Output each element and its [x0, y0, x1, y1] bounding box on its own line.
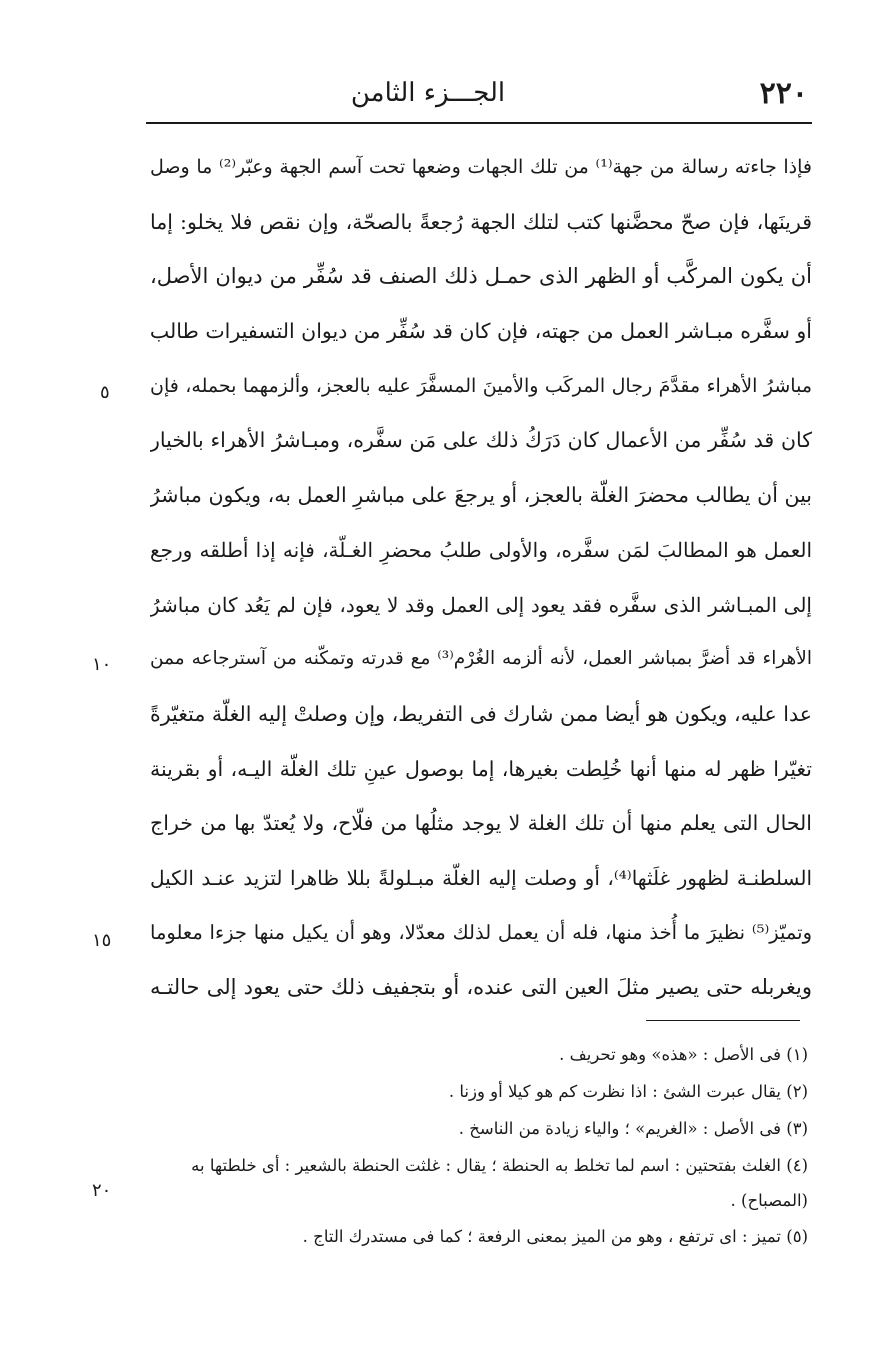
- text-line: عدا عليه، ويكون هو أيضا ممن شارك فى التفريط، وإن وصلتْ إليه الغلّة متغيّرةً: [150, 701, 812, 726]
- text-line: الحال التى يعلم منها أن تلك الغلة لا يوجد مثلُها من فلّاح، ولا يُعتدّ بها من خراج: [150, 811, 812, 836]
- text-line: قرينَها، فإن صحّ محضَّنها كتب لتلك الجهة رُجعةً بالصحّة، وإن نقص فلا يخلو: إما: [150, 209, 812, 234]
- footnote-3: (٣) فى الأصل : «الغريم» ؛ والياء زيادة من الناسخ .: [458, 1119, 808, 1138]
- footnote-2: (٢) يقال عبرت الشئ : اذا نظرت كم هو كيلا أو وزنا .: [448, 1082, 808, 1101]
- footnote-5: (٥) تميز : اى ترتفع ، وهو من الميز بمعنى الرفعة ؛ كما فى مستدرك التاج .: [302, 1227, 808, 1246]
- text-line: أن يكون المركَّب أو الظهر الذى حمـل ذلك الصنف قد سُفِّر من ديوان الأصل،: [150, 264, 812, 289]
- footnotes: [150, 1036, 808, 1255]
- running-title: الجـــزء الثامن: [350, 78, 506, 108]
- line-number-10: ١٠: [92, 654, 112, 675]
- text-line: تغيّرا ظهر له منها أنها خُلِطت بغيرها، إما بوصول عينِ تلك الغلّة اليـه، أو بقرينة: [150, 756, 812, 781]
- text-line: فإذا جاءته رسالة من جهة⁽¹⁾ من تلك الجهات وضعها تحت آسم الجهة وعبّر⁽²⁾ ما وصل: [150, 156, 812, 178]
- text-line: كان قد سُفِّر من الأعمال كان دَرَكُ ذلك على مَن سفَّره، ومبـاشرُ الأهراء بالخيار: [150, 428, 812, 453]
- footnote-1: (١) فى الأصل : «هذه» وهو تحريف .: [559, 1045, 808, 1064]
- main-text: [150, 140, 812, 1015]
- text-line: وتميّز⁽⁵⁾ نظيرَ ما أُخذ منها، فله أن يعمل لذلك معدّلا، وهو أن يكيل منها جزءا معلوما: [150, 920, 812, 944]
- footnote-4: (٤) الغلث بفتحتين : اسم لما تخلط به الحنطة ؛ يقال : غلثت الحنطة بالشعير : أى خلطتها به: [191, 1156, 808, 1175]
- text-line: إلى المبـاشر الذى سفَّره فقد يعود إلى العمل وقد لا يعود، فإن لم يَعُد كان مباشرُ: [150, 592, 812, 617]
- text-line: أو سفَّره مبـاشر العمل من جهته، فإن كان قد سُفِّر من ديوان التسفيرات طالب: [150, 319, 812, 344]
- line-number-20: ٢٠: [92, 1180, 112, 1201]
- text-line: الأهراء قد أضرَّ بمباشر العمل، لأنه ألزمه الغُرْم⁽³⁾ مع قدرته وتمكّنه من آسترجاعه ممن: [150, 648, 812, 670]
- text-line: السلطنـة لظهور غلَثها⁽⁴⁾، أو وصلت إليه الغلّة مبـلولةً بللا ظاهرا لتزيد عنـد الكيل: [150, 865, 812, 890]
- footnote-rule: [646, 1020, 800, 1021]
- text-line: مباشرُ الأهراء مقدَّمَ رجال المركَب والأمينَ المسفَّرَ عليه بالعجز، وألزمهما بحمله، فإن: [150, 374, 812, 397]
- header-rule: [146, 122, 812, 124]
- page-number: ٢٢٠: [759, 76, 808, 111]
- text-line: ويغربله حتى يصير مثلَ العين التى عنده، أو بتجفيف ذلك حتى يعود إلى حالتـه: [150, 975, 812, 1000]
- line-number-15: ١٥: [92, 930, 112, 951]
- text-line: العمل هو المطالبَ لمَن سفَّره، والأولى طلبُ محضرِ الغـلّة، فإنه إذا أطلقه ورجع: [150, 537, 812, 562]
- footnote-4-continuation: (المصباح) .: [730, 1191, 808, 1210]
- text-line: بين أن يطالب محضرَ الغلّة بالعجز، أو يرجعَ على مباشرِ العمل به، ويكون مباشرُ: [150, 483, 812, 508]
- page-header: [148, 70, 808, 122]
- line-number-5: ٥: [100, 382, 110, 403]
